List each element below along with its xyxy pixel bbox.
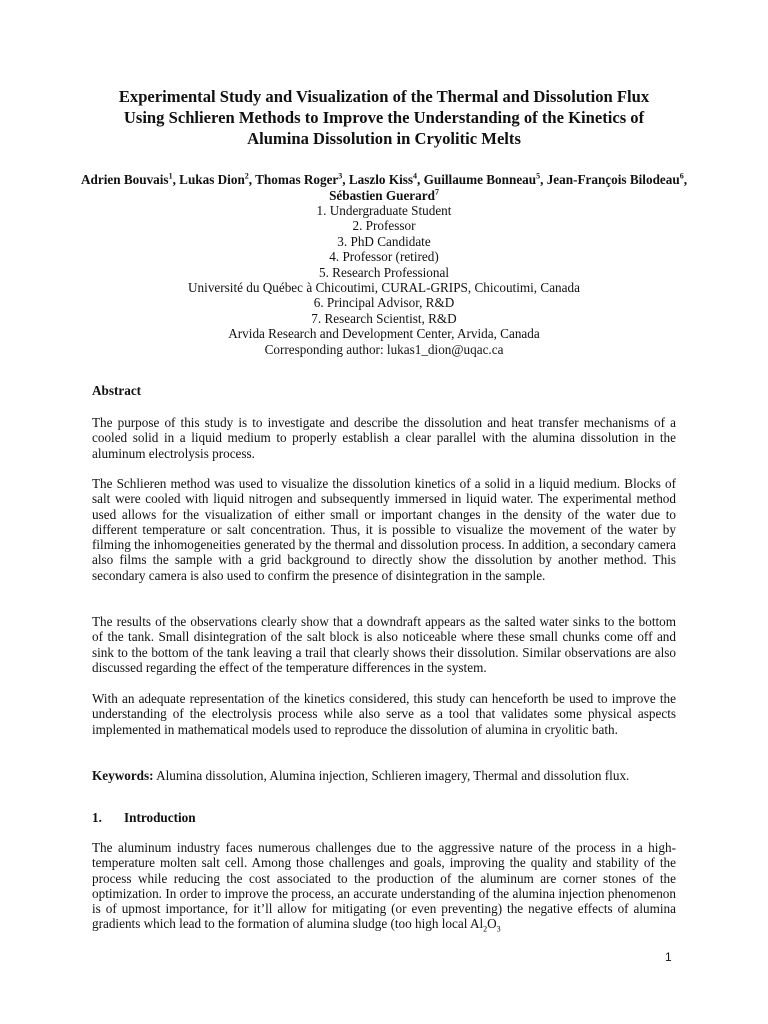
section-number: 1. bbox=[92, 810, 102, 825]
author-sup: 6 bbox=[679, 171, 684, 181]
author-sup: 2 bbox=[244, 171, 249, 181]
author-name: Lukas Dion bbox=[179, 172, 245, 187]
author-name: Thomas Roger bbox=[255, 172, 339, 187]
author-name: Adrien Bouvais bbox=[81, 172, 169, 187]
keywords-text: Alumina dissolution, Alumina injection, Schlieren imagery, Thermal and dissolution flux. bbox=[153, 768, 630, 783]
title-line-2: Using Schlieren Methods to Improve the Understanding of the Kinetics of bbox=[123, 108, 645, 127]
paper-title bbox=[60, 86, 708, 149]
affiliation-line: 4. Professor (retired) bbox=[329, 249, 439, 265]
affiliation-line: 7. Research Scientist, R&D bbox=[311, 310, 457, 326]
abstract-heading: Abstract bbox=[92, 383, 142, 398]
formula-element: O bbox=[487, 916, 497, 932]
author-name: Laszlo Kiss bbox=[348, 172, 414, 187]
introduction-text: The aluminum industry faces numerous challenges due to the aggressive nature of the process in a high-temperature molten salt cell. Among those challenges and goals, improving the quality and stability of the process while reducing the cost associated to the production of the aluminum are corner stones of the optimization. In order to improve the process, an accurate understanding of the alumina injection phenomenon is of upmost importance, for it’ll allow for mitigating (or even preventing) the negative effects of alumina gradients which lead to the formation of alumina sludge (too high local Al bbox=[92, 840, 676, 932]
abstract-paragraph-4: With an adequate representation of the kinetics considered, this study can henceforth be used to improve the understanding of the electrolysis process while also serve as a tool that validates some physical aspects implemented in mathematical models used to reproduce the dissolution of alumina in cryolitic bath. bbox=[92, 691, 676, 737]
affiliation-list bbox=[60, 203, 708, 357]
abstract-paragraph-3: The results of the observations clearly show that a downdraft appears as the salted water sinks to the bottom of the tank. Small disintegration of the salt block is also noticeable where these small chunks come off and sink to the bottom of the tank leaving a trail that clearly shows their dissolution. Similar observations are also discussed regarding the effect of the temperature differences in the system. bbox=[92, 614, 676, 675]
affiliation-line: 1. Undergraduate Student bbox=[316, 203, 452, 218]
formula-subscript: 2 bbox=[483, 925, 488, 935]
formula-subscript: 3 bbox=[496, 925, 501, 935]
affiliation-line: 5. Research Professional bbox=[318, 264, 449, 280]
affiliation-line: Arvida Research and Development Center, Arvida, Canada bbox=[228, 326, 540, 342]
abstract-paragraph-2: The Schlieren method was used to visualize the dissolution kinetics of a solid in a liquid medium. Blocks of salt were cooled with liquid nitrogen and subsequently immersed in liquid water. The experimental method used allows for the visualization of either small or important changes in the density of the water due to different temperature or salt concentration. Thus, it is possible to visualize the movement of the water by filming the inhomogeneities generated by the thermal and dissolution process. In addition, a secondary camera also films the sample with a grid background to directly show the dissolution by another method. This secondary camera is also used to confirm the presence of disintegration in the sample. bbox=[92, 476, 676, 583]
corresponding-author: Corresponding author: lukas1_dion@uqac.ca bbox=[264, 341, 504, 357]
author-sup: 7 bbox=[434, 187, 439, 197]
title-line-3: Alumina Dissolution in Cryolitic Melts bbox=[247, 129, 521, 148]
author-list: Adrien Bouvais$^1$, Lukas Dion$^2$, Thomas Roger$^3$, Laszlo Kiss$^4$, Guillaume Bonneau$^5$, Jean-François Bilodeau$^6$, Sébastien Guerard$^7$ bbox=[81, 171, 687, 203]
author-sup: 4 bbox=[413, 171, 418, 181]
keywords bbox=[92, 768, 676, 783]
introduction-paragraph bbox=[92, 840, 676, 935]
author-name: Guillaume Bonneau bbox=[423, 172, 537, 187]
affiliation-line: 6. Principal Advisor, R&D bbox=[313, 295, 455, 311]
section-heading-introduction bbox=[92, 810, 196, 826]
affiliation-line: Université du Québec à Chicoutimi, CURAL-GRIPS, Chicoutimi, Canada bbox=[188, 280, 580, 296]
keywords-label: Keywords: bbox=[92, 768, 154, 783]
page-number: 1 bbox=[665, 950, 672, 964]
author-sup: 3 bbox=[338, 171, 343, 181]
affiliation-line: 2. Professor bbox=[352, 218, 416, 234]
author-name: Jean-François Bilodeau bbox=[546, 172, 680, 187]
author-name: Sébastien Guerard bbox=[329, 188, 435, 203]
abstract-paragraph-1: The purpose of this study is to investigate and describe the dissolution and heat transfer mechanisms of a cooled solid in a liquid medium to properly establish a clear parallel with the alumina dissolution in the aluminum electrolysis process. bbox=[92, 415, 676, 461]
title-line-1: Experimental Study and Visualization of the Thermal and Dissolution Flux bbox=[118, 87, 650, 106]
author-sup: 1 bbox=[168, 171, 173, 181]
affiliation-line: 3. PhD Candidate bbox=[337, 233, 431, 249]
author-sup: 5 bbox=[536, 171, 541, 181]
section-title: Introduction bbox=[124, 810, 196, 825]
